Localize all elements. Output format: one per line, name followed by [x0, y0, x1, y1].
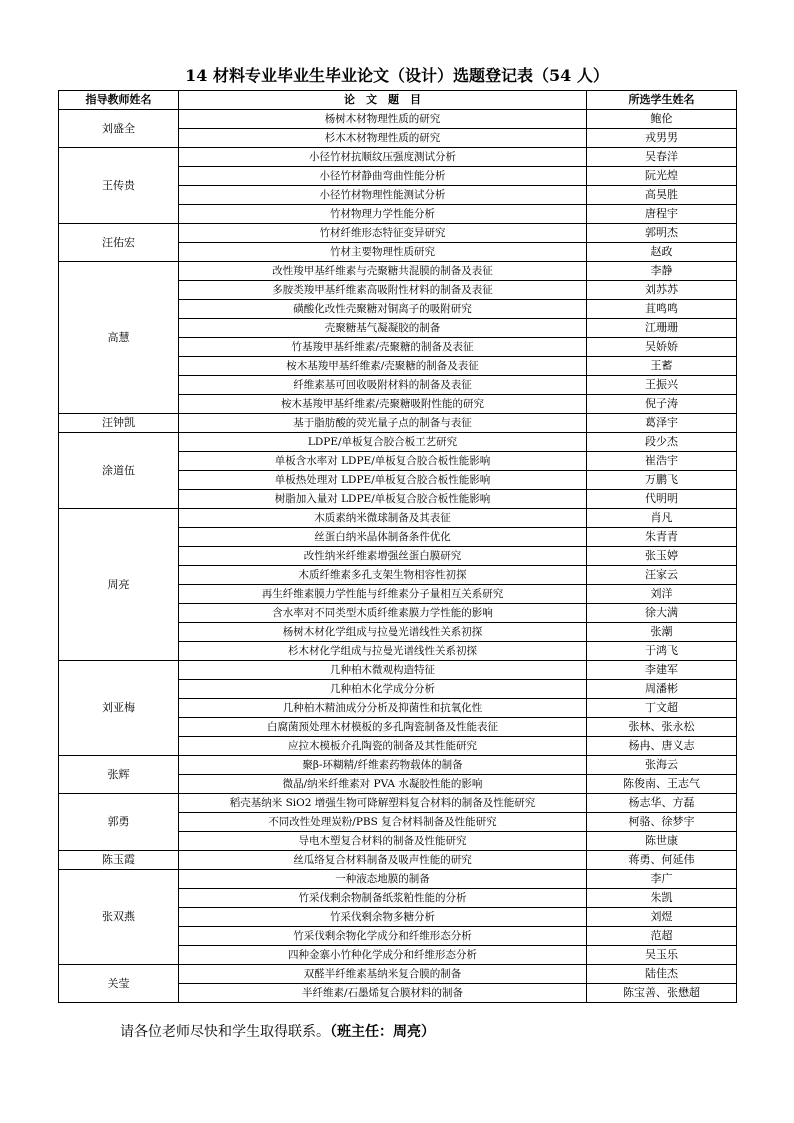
thesis-title-cell: 含水率对不同类型木质纤维素膜力学性能的影响	[179, 604, 587, 623]
student-name-cell: 代明明	[587, 490, 737, 509]
thesis-title-cell: 应拉木模板介孔陶瓷的制备及其性能研究	[179, 737, 587, 756]
advisor-cell: 周亮	[59, 509, 179, 661]
student-name-cell: 吴春洋	[587, 148, 737, 167]
thesis-title-cell: 木质纤维素多孔支架生物相容性初探	[179, 566, 587, 585]
student-name-cell: 张潮	[587, 623, 737, 642]
thesis-title-cell: 一种液态地膜的制备	[179, 870, 587, 889]
student-name-cell: 吴娇娇	[587, 338, 737, 357]
student-name-cell: 刘煜	[587, 908, 737, 927]
thesis-title-cell: 木质素纳米微球制备及其表征	[179, 509, 587, 528]
student-name-cell: 丁文超	[587, 699, 737, 718]
thesis-title-cell: 不同改性处理炭粉/PBS 复合材料制备及性能研究	[179, 813, 587, 832]
student-name-cell: 杨冉、唐义志	[587, 737, 737, 756]
advisor-cell: 涂道伍	[59, 433, 179, 509]
thesis-title-cell: 双醛半纤维素基纳米复合膜的制备	[179, 965, 587, 984]
thesis-title-cell: 小径竹材静曲弯曲性能分析	[179, 167, 587, 186]
student-name-cell: 汪家云	[587, 566, 737, 585]
header-thesis: 论 文 题 目	[179, 91, 587, 110]
thesis-title-cell: 单板热处理对 LDPE/单板复合胶合板性能影响	[179, 471, 587, 490]
thesis-title-cell: 竹采伐剩余物化学成分和纤维形态分析	[179, 927, 587, 946]
student-name-cell: 于鸿飞	[587, 642, 737, 661]
student-name-cell: 倪子涛	[587, 395, 737, 414]
table-row	[59, 870, 737, 889]
advisor-cell: 汪佑宏	[59, 224, 179, 262]
advisor-cell: 王传贵	[59, 148, 179, 224]
table-row	[59, 414, 737, 433]
thesis-title-cell: 树脂加入量对 LDPE/单板复合胶合板性能影响	[179, 490, 587, 509]
table-row	[59, 262, 737, 281]
table-row	[59, 224, 737, 243]
student-name-cell: 张林、张永松	[587, 718, 737, 737]
thesis-title-cell: 竹材物理力学性能分析	[179, 205, 587, 224]
student-name-cell: 赵政	[587, 243, 737, 262]
student-name-cell: 刘洋	[587, 585, 737, 604]
thesis-title-cell: 聚β-环糊精/纤维素药物载体的制备	[179, 756, 587, 775]
thesis-title-cell: 竹材纤维形态特征变异研究	[179, 224, 587, 243]
student-name-cell: 杨志华、方磊	[587, 794, 737, 813]
thesis-title-cell: 导电木塑复合材料的制备及性能研究	[179, 832, 587, 851]
thesis-title-cell: 几种柏木精油成分分析及抑菌性和抗氧化性	[179, 699, 587, 718]
thesis-title-cell: 半纤维素/石墨烯复合膜材料的制备	[179, 984, 587, 1003]
advisor-cell: 关莹	[59, 965, 179, 1003]
thesis-title-cell: 几种柏木化学成分分析	[179, 680, 587, 699]
thesis-title-cell: 改性羧甲基纤维素与壳聚糖共混膜的制备及表征	[179, 262, 587, 281]
student-name-cell: 段少杰	[587, 433, 737, 452]
advisor-cell: 郭勇	[59, 794, 179, 851]
student-name-cell: 李建军	[587, 661, 737, 680]
thesis-title-cell: 白腐菌预处理木材模板的多孔陶瓷制备及性能表征	[179, 718, 587, 737]
thesis-title-cell: 单板含水率对 LDPE/单板复合胶合板性能影响	[179, 452, 587, 471]
header-student: 所选学生姓名	[587, 91, 737, 110]
thesis-title-cell: 杉木木材物理性质的研究	[179, 129, 587, 148]
student-name-cell: 周潘彬	[587, 680, 737, 699]
thesis-title-cell: LDPE/单板复合胶合板工艺研究	[179, 433, 587, 452]
student-name-cell: 徐大满	[587, 604, 737, 623]
student-name-cell: 王振兴	[587, 376, 737, 395]
table-row	[59, 794, 737, 813]
thesis-title-cell: 桉木基羧甲基纤维素/壳聚糖的制备及表征	[179, 357, 587, 376]
table-row	[59, 965, 737, 984]
student-name-cell: 朱凯	[587, 889, 737, 908]
registration-table	[58, 90, 737, 1003]
thesis-title-cell: 磺酸化改性壳聚糖对铜离子的吸附研究	[179, 300, 587, 319]
footer-contact-text: 请各位老师尽快和学生取得联系。	[120, 1024, 330, 1040]
advisor-cell: 张双燕	[59, 870, 179, 965]
advisor-cell: 高慧	[59, 262, 179, 414]
footer-note	[120, 1022, 435, 1042]
table-header-row	[59, 91, 737, 110]
student-name-cell: 张玉婷	[587, 547, 737, 566]
student-name-cell: 张海云	[587, 756, 737, 775]
thesis-title-cell: 竹采伐剩余物制备纸浆粕性能的分析	[179, 889, 587, 908]
thesis-title-cell: 几种柏木微观构造特征	[179, 661, 587, 680]
student-name-cell: 鲍伦	[587, 110, 737, 129]
student-name-cell: 陆佳杰	[587, 965, 737, 984]
thesis-title-cell: 微晶/纳米纤维素对 PVA 水凝胶性能的影响	[179, 775, 587, 794]
thesis-title-cell: 稻壳基纳米 SiO2 增强生物可降解塑料复合材料的制备及性能研究	[179, 794, 587, 813]
advisor-cell: 张辉	[59, 756, 179, 794]
student-name-cell: 陈俊南、王志气	[587, 775, 737, 794]
page-title: 14 材料专业毕业生毕业论文（设计）选题登记表（54 人）	[185, 66, 609, 85]
student-name-cell: 戎男男	[587, 129, 737, 148]
thesis-title-cell: 桉木基羧甲基纤维素/壳聚糖吸附性能的研究	[179, 395, 587, 414]
table-row	[59, 148, 737, 167]
table-row	[59, 661, 737, 680]
footer-head-teacher: （班主任：周亮）	[330, 1024, 435, 1040]
student-name-cell: 高昊胜	[587, 186, 737, 205]
thesis-title-cell: 小径竹材物理性能测试分析	[179, 186, 587, 205]
student-name-cell: 刘苏苏	[587, 281, 737, 300]
thesis-title-cell: 丝瓜络复合材料制备及吸声性能的研究	[179, 851, 587, 870]
thesis-title-cell: 小径竹材抗顺纹压强度测试分析	[179, 148, 587, 167]
student-name-cell: 肖凡	[587, 509, 737, 528]
student-name-cell: 李静	[587, 262, 737, 281]
student-name-cell: 苴鸣鸣	[587, 300, 737, 319]
thesis-title-cell: 壳聚糖基气凝凝胶的制备	[179, 319, 587, 338]
thesis-title-cell: 再生纤维素膜力学性能与纤维素分子量相互关系研究	[179, 585, 587, 604]
student-name-cell: 吴玉乐	[587, 946, 737, 965]
student-name-cell: 柯骆、徐梦宇	[587, 813, 737, 832]
table-row	[59, 509, 737, 528]
thesis-title-cell: 竹材主要物理性质研究	[179, 243, 587, 262]
student-name-cell: 陈宝善、张懋超	[587, 984, 737, 1003]
thesis-title-cell: 基于脂肪酸的荧光量子点的制备与表征	[179, 414, 587, 433]
advisor-cell: 刘盛全	[59, 110, 179, 148]
student-name-cell: 蒋勇、何延伟	[587, 851, 737, 870]
thesis-title-cell: 纤维素基可回收吸附材料的制备及表征	[179, 376, 587, 395]
thesis-title-cell: 杉木材化学组成与拉曼光谱线性关系初探	[179, 642, 587, 661]
student-name-cell: 崔浩宇	[587, 452, 737, 471]
table-row	[59, 433, 737, 452]
student-name-cell: 郭明杰	[587, 224, 737, 243]
thesis-title-cell: 丝蛋白纳米晶体制备条件优化	[179, 528, 587, 547]
student-name-cell: 朱青青	[587, 528, 737, 547]
thesis-title-cell: 改性纳米纤维素增强丝蛋白膜研究	[179, 547, 587, 566]
thesis-title-cell: 多胺类羧甲基纤维素高吸附性材料的制备及表征	[179, 281, 587, 300]
table-body	[59, 110, 737, 1003]
table-row	[59, 756, 737, 775]
advisor-cell: 陈玉霞	[59, 851, 179, 870]
thesis-title-cell: 杨树木材化学组成与拉曼光谱线性关系初探	[179, 623, 587, 642]
table-row	[59, 110, 737, 129]
advisor-cell: 汪钟凯	[59, 414, 179, 433]
student-name-cell: 唐程宇	[587, 205, 737, 224]
student-name-cell: 王蓄	[587, 357, 737, 376]
thesis-title-cell: 杨树木材物理性质的研究	[179, 110, 587, 129]
thesis-title-cell: 竹采伐剩余物多糖分析	[179, 908, 587, 927]
thesis-title-cell: 竹基羧甲基纤维素/壳聚糖的制备及表征	[179, 338, 587, 357]
student-name-cell: 阮光煌	[587, 167, 737, 186]
table-row	[59, 851, 737, 870]
student-name-cell: 范超	[587, 927, 737, 946]
header-advisor: 指导教师姓名	[59, 91, 179, 110]
thesis-title-cell: 四种金寨小竹种化学成分和纤维形态分析	[179, 946, 587, 965]
advisor-cell: 刘亚梅	[59, 661, 179, 756]
student-name-cell: 李广	[587, 870, 737, 889]
student-name-cell: 江珊珊	[587, 319, 737, 338]
student-name-cell: 万鹏飞	[587, 471, 737, 490]
student-name-cell: 葛泽宇	[587, 414, 737, 433]
student-name-cell: 陈世康	[587, 832, 737, 851]
